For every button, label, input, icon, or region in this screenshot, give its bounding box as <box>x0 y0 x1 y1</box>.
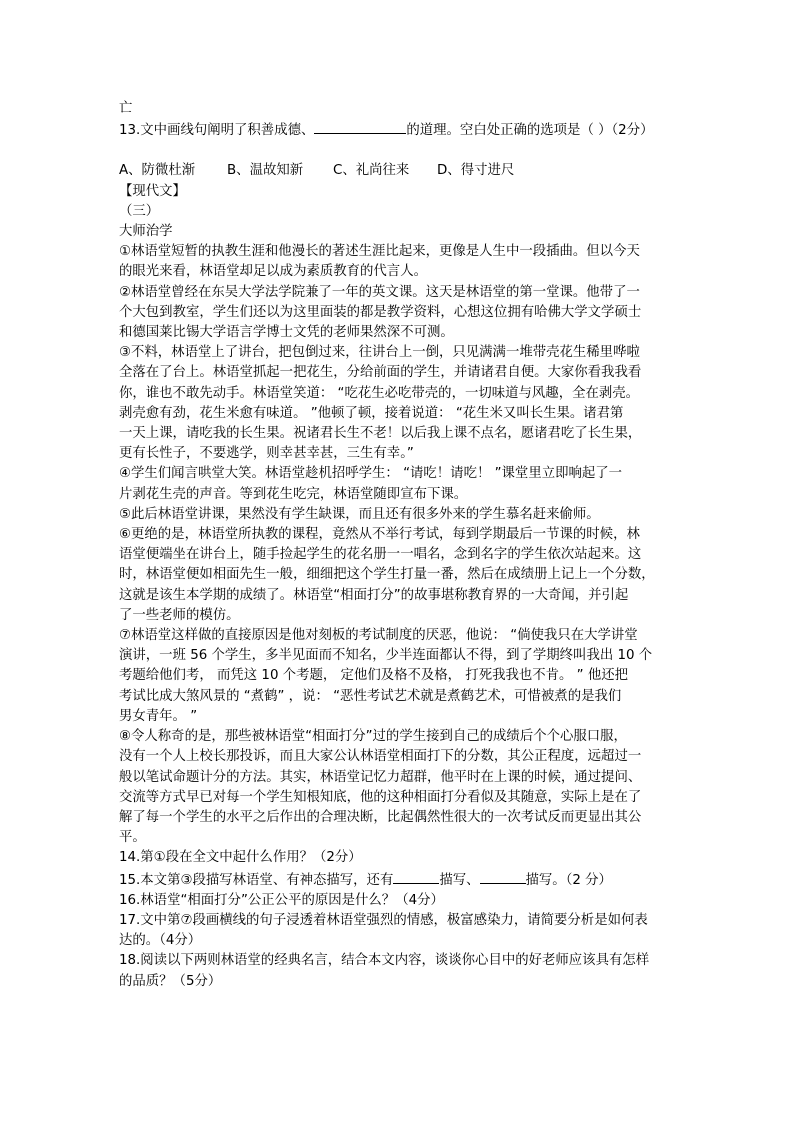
spacer <box>119 141 677 161</box>
article-line: 个大包到教室，学生们还以为这里面装的都是教学资料，心想这位拥有哈佛大学文学硕士 <box>119 304 642 320</box>
question-14: 14.第①段在全文中起什么作用？（2分） <box>119 850 362 866</box>
question-15-text-middle: 描写、 <box>439 872 480 888</box>
article-line: 和德国莱比锡大学语言学博士文凭的老师果然深不可测。 <box>119 325 454 341</box>
question-15-text-after: 描写。（2 分） <box>525 872 612 888</box>
question-13-options <box>119 161 677 181</box>
article-line: 般以笔试命题计分的方法。其实，林语堂记忆力超群，他平时在上课的时候，通过提问、 <box>119 769 642 785</box>
option-a: A、防微杜渐 <box>119 163 196 179</box>
article-line: 一天上课，请吃我的长生果。祝诸君长生不老！以后我上课不点名，愿诸君吃了长生果， <box>119 426 642 442</box>
article-line: 演讲，一班 56 个学生，多半见面而不知名，少半连面都认不得，到了学期终叫我出 10 个 <box>119 648 653 664</box>
question-13-text-before: 13.文中画线句阐明了积善成德、 <box>119 123 315 139</box>
article-line: ⑤此后林语堂讲课，果然没有学生缺课，而且还有很多外来的学生慕名赶来偷师。 <box>119 506 600 522</box>
article-line: 这就是该生本学期的成绩了。林语堂“相面打分”的故事堪称教育界的一大奇闻，并引起 <box>119 587 629 603</box>
article-line: 考试比成大煞风景的 “煮鹤” ，说： “恶性考试艺术就是煮鹤艺术，可惜被煮的是我们 <box>119 688 622 704</box>
article-line: 时，林语堂便如相面先生一般，细细把这个学生打量一番，然后在成绩册上记上一个分数， <box>119 567 655 583</box>
article-line: ④学生们闻言哄堂大笑。林语堂趁机招呼学生： “请吃！请吃！ ”课堂里立即响起了一 <box>119 466 623 482</box>
question-16: 16.林语堂“相面打分”公正公平的原因是什么？（4分） <box>119 892 444 908</box>
article-line: 男女青年。 ” <box>119 708 198 724</box>
article-line: 了一些老师的模仿。 <box>119 607 240 623</box>
question-18-line: 18.阅读以下两则林语堂的经典名言，结合本文内容，谈谈你心目中的好老师应该具有怎样 <box>119 953 650 969</box>
option-c: C、礼尚往来 <box>333 163 410 179</box>
previous-text-fragment: 亡 <box>119 101 133 116</box>
question-18-line: 的品质？（5分） <box>119 973 222 989</box>
article-body <box>119 242 677 848</box>
question-15-blank-2 <box>480 869 526 884</box>
question-13-text-after: 的道理。空白处正确的选项是（ ）（2分） <box>406 123 654 139</box>
article-line: ②林语堂曾经在东吴大学法学院兼了一年的英文课。这天是林语堂的第一堂课。他带了一 <box>119 284 640 300</box>
question-13 <box>119 119 677 141</box>
article-line: ⑥更绝的是，林语堂所执教的课程，竟然从不举行考试，每到学期最后一节课的时候，林 <box>119 527 640 543</box>
article-line: ⑦林语堂这样做的直接原因是他对刻板的考试制度的厌恶，他说： “倘使我只在大学讲堂 <box>119 628 638 644</box>
article-line: 你，谁也不敢先动手。林语堂笑道： “吃花生必吃带壳的，一切味道与风趣，全在剥壳。 <box>119 385 640 401</box>
section-header: 【现代文】 <box>119 183 186 199</box>
part-number: （三） <box>119 203 160 219</box>
question-17-line: 17.文中第⑦段画横线的句子浸透着林语堂强烈的情感，极富感染力，请简要分析是如何表 <box>119 912 648 928</box>
question-15-text-before: 15.本文第③段描写林语堂、有神态描写，还有 <box>119 872 394 888</box>
article-line: 交流等方式早已对每一个学生知根知底，他的这种相面打分看似及其随意，实际上是在了 <box>119 789 642 805</box>
question-15-blank-1 <box>393 869 439 884</box>
article-line: ①林语堂短暂的执教生涯和他漫长的著述生涯比起来，更像是人生中一段插曲。但以今天 <box>119 244 640 260</box>
option-b: B、温故知新 <box>227 163 304 179</box>
article-line: 片剥花生壳的声音。等到花生吃完，林语堂随即宣布下课。 <box>119 486 468 502</box>
article-line: 的眼光来看，林语堂却足以成为素质教育的代言人。 <box>119 264 427 280</box>
question-15 <box>119 869 677 891</box>
article-title: 大师治学 <box>119 224 173 240</box>
article-line: 全落在了台上。林语堂抓起一把花生，分给前面的学生，并请诸君自便。大家你看我我看 <box>119 365 642 381</box>
question-17-line: 达的。（4分） <box>119 933 202 949</box>
document-content <box>119 99 677 992</box>
article-line: 更有长性子，不要逃学，则幸甚幸甚，三生有幸。” <box>119 446 414 462</box>
article-line: 解了每一个学生的水平之后作出的合理决断，比起偶然性很大的一次考试反而更显出其公 <box>119 809 642 825</box>
question-13-answer-blank <box>314 119 406 134</box>
article-line: 剥壳愈有劲，花生米愈有味道。 ”他顿了顿，接着说道： “花生米又叫长生果。诸君第 <box>119 405 624 421</box>
option-d: D、得寸进尺 <box>437 163 515 179</box>
article-line: 考题给他们考， 而凭这 10 个考题， 定他们及格不及格， 打死我我也不肯。 ” 他还把 <box>119 668 629 684</box>
article-line: ⑧令人称奇的是，那些被林语堂“相面打分”过的学生接到自己的成绩后个个心服口服， <box>119 729 627 745</box>
article-line: ③不料，林语堂上了讲台，把包倒过来，往讲台上一倒，只见满满一堆带壳花生稀里哗啦 <box>119 345 640 361</box>
article-line: 语堂便端坐在讲台上，随手捡起学生的花名册一一唱名，念到名字的学生依次站起来。这 <box>119 547 642 563</box>
article-line: 平。 <box>119 830 146 846</box>
article-line: 没有一个人上校长那投诉，而且大家公认林语堂相面打下的分数，其公正程度，远超过一 <box>119 749 642 765</box>
